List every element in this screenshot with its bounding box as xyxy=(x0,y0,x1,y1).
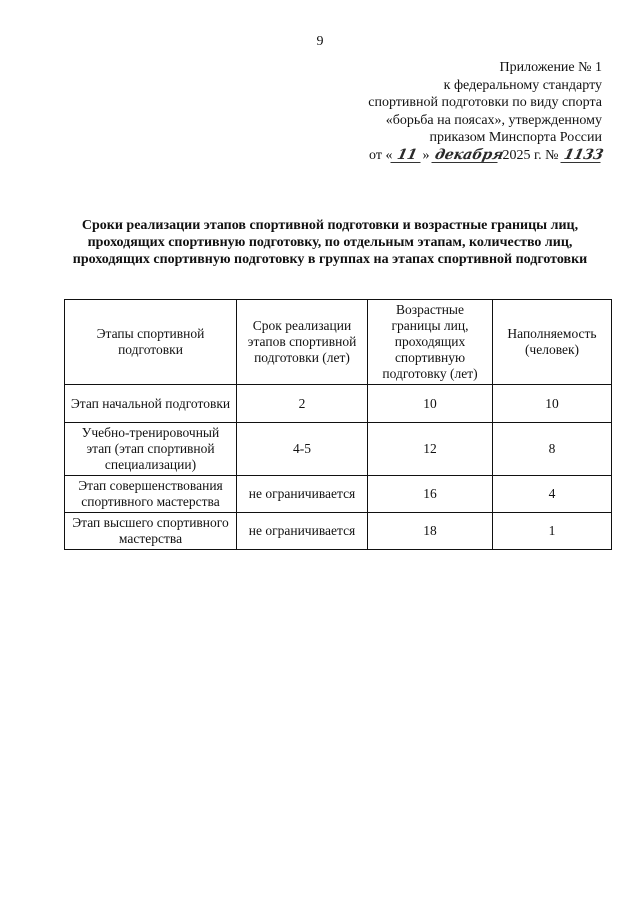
appendix-line-5: приказом Минспорта России xyxy=(429,130,602,145)
cell-age: 12 xyxy=(368,423,493,476)
cell-duration: не ограничивается xyxy=(237,476,368,513)
order-date-line xyxy=(322,146,605,165)
appendix-line-1: Приложение № 1 xyxy=(499,60,602,75)
cell-capacity: 10 xyxy=(493,385,612,423)
handwritten-order-number: 1133 xyxy=(562,146,605,163)
cell-stage: Этап высшего спортивного мастерства xyxy=(65,513,237,550)
cell-stage: Этап начальной подготовки xyxy=(65,385,237,423)
header-duration: Срок реализации этапов спортивной подготовки (лет) xyxy=(237,300,368,385)
cell-stage: Учебно-тренировочный этап (этап спортивной специализации) xyxy=(65,423,237,476)
cell-capacity: 4 xyxy=(493,476,612,513)
cell-duration: 2 xyxy=(237,385,368,423)
page-number: 9 xyxy=(316,34,324,49)
handwritten-day: 11 xyxy=(391,148,424,163)
table-row xyxy=(65,385,612,423)
cell-capacity: 8 xyxy=(493,423,612,476)
table-header-row xyxy=(65,300,612,385)
document-title: Сроки реализации этапов спортивной подготовки и возрастные границы лиц, проходящих спортивную подготовку, по отдельным этапам, количество лиц, проходящих спортивную подготовку в группах на этапах спортивной подготовки xyxy=(72,218,588,267)
cell-duration: не ограничивается xyxy=(237,513,368,550)
stages-table xyxy=(64,299,612,550)
cell-age: 18 xyxy=(368,513,493,550)
cell-age: 10 xyxy=(368,385,493,423)
date-prefix: от « xyxy=(369,147,393,163)
handwritten-month: декабря xyxy=(433,146,506,163)
appendix-line-2: к федеральному стандарту xyxy=(443,77,602,93)
header-age: Возрастные границы лиц, проходящих спортивную подготовку (лет) xyxy=(368,300,493,385)
appendix-header xyxy=(322,59,605,164)
cell-capacity: 1 xyxy=(493,513,612,550)
appendix-line-4: «борьба на поясах», утвержденному xyxy=(385,112,602,128)
table-row xyxy=(65,423,612,476)
cell-duration: 4-5 xyxy=(237,423,368,476)
table-row xyxy=(65,476,612,513)
cell-age: 16 xyxy=(368,476,493,513)
header-capacity: Наполняемость (человек) xyxy=(493,300,612,385)
cell-stage: Этап совершенствования спортивного мастерства xyxy=(65,476,237,513)
header-stage: Этапы спортивной подготовки xyxy=(65,300,237,385)
date-mid: » xyxy=(422,147,430,163)
table-row xyxy=(65,513,612,550)
year-text: 2025 г. № xyxy=(502,147,559,163)
appendix-line-3: спортивной подготовки по виду спорта xyxy=(368,95,602,110)
